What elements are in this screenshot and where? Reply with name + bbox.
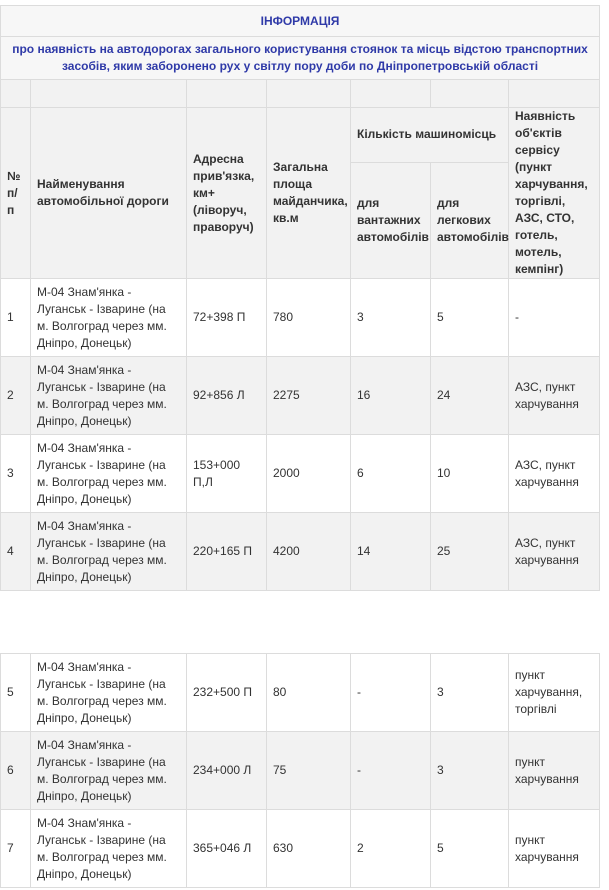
cell-area: 630	[267, 810, 351, 888]
header-road: Найменування автомобільної дороги	[31, 108, 187, 279]
cell-address: 153+000 П,Л	[187, 435, 267, 513]
cell-trucks: -	[351, 654, 431, 732]
cell-cars: 10	[431, 435, 509, 513]
cell-num: 1	[1, 279, 31, 357]
table-row	[1, 732, 600, 810]
cell-cars: 3	[431, 732, 509, 810]
cell-area: 75	[267, 732, 351, 810]
table-row	[1, 810, 600, 888]
cell-service: пункт харчування	[509, 810, 600, 888]
cell-cars: 5	[431, 810, 509, 888]
info-table-part-1	[0, 5, 600, 591]
cell-address: 92+856 Л	[187, 357, 267, 435]
table-title: ІНФОРМАЦІЯ	[1, 6, 600, 37]
cell-address: 72+398 П	[187, 279, 267, 357]
table-row	[1, 654, 600, 732]
cell-address: 365+046 Л	[187, 810, 267, 888]
cell-service: АЗС, пункт харчування	[509, 435, 600, 513]
cell-trucks: -	[351, 732, 431, 810]
header-trucks: для вантажних автомобілів	[351, 163, 431, 279]
spacer-row	[1, 80, 600, 108]
cell-service: АЗС, пункт харчування	[509, 513, 600, 591]
cell-trucks: 2	[351, 810, 431, 888]
table-row	[1, 279, 600, 357]
cell-trucks: 6	[351, 435, 431, 513]
cell-num: 6	[1, 732, 31, 810]
header-address: Адресна прив'язка, км+ (ліворуч, праворуч)	[187, 108, 267, 279]
table-row	[1, 357, 600, 435]
header-num: № п/п	[1, 108, 31, 279]
cell-road: М-04 Знам'янка - Луганськ - Ізварине (на м. Волгоград через мм. Дніпро, Донецьк)	[31, 732, 187, 810]
cell-cars: 24	[431, 357, 509, 435]
cell-area: 2275	[267, 357, 351, 435]
cell-address: 232+500 П	[187, 654, 267, 732]
cell-area: 80	[267, 654, 351, 732]
cell-num: 2	[1, 357, 31, 435]
cell-road: М-04 Знам'янка - Луганськ - Ізварине (на м. Волгоград через мм. Дніпро, Донецьк)	[31, 513, 187, 591]
page-gap	[0, 592, 609, 653]
cell-service: -	[509, 279, 600, 357]
cell-num: 7	[1, 810, 31, 888]
cell-trucks: 14	[351, 513, 431, 591]
cell-cars: 25	[431, 513, 509, 591]
cell-road: М-04 Знам'янка - Луганськ - Ізварине (на м. Волгоград через мм. Дніпро, Донецьк)	[31, 279, 187, 357]
header-row-1	[1, 108, 600, 163]
cell-cars: 3	[431, 654, 509, 732]
cell-num: 4	[1, 513, 31, 591]
table-row	[1, 435, 600, 513]
info-table-part-2	[0, 653, 600, 888]
cell-num: 5	[1, 654, 31, 732]
cell-service: пункт харчування	[509, 732, 600, 810]
cell-area: 2000	[267, 435, 351, 513]
table-subtitle: про наявність на автодорогах загального користування стоянок та місць відстою транспортних засобів, яким заборонено рух у світлу пору доби по Дніпропетровській області	[1, 37, 600, 80]
header-service: Наявність об'єктів сервісу (пункт харчування, торгівлі, АЗС, СТО, готель, мотель, кемпінг)	[509, 108, 600, 279]
cell-trucks: 16	[351, 357, 431, 435]
cell-service: пункт харчування, торгівлі	[509, 654, 600, 732]
cell-area: 780	[267, 279, 351, 357]
cell-road: М-04 Знам'янка - Луганськ - Ізварине (на м. Волгоград через мм. Дніпро, Донецьк)	[31, 357, 187, 435]
cell-cars: 5	[431, 279, 509, 357]
cell-road: М-04 Знам'янка - Луганськ - Ізварине (на м. Волгоград через мм. Дніпро, Донецьк)	[31, 810, 187, 888]
cell-trucks: 3	[351, 279, 431, 357]
cell-road: М-04 Знам'янка - Луганськ - Ізварине (на м. Волгоград через мм. Дніпро, Донецьк)	[31, 435, 187, 513]
cell-address: 220+165 П	[187, 513, 267, 591]
cell-area: 4200	[267, 513, 351, 591]
cell-service: АЗС, пункт харчування	[509, 357, 600, 435]
cell-num: 3	[1, 435, 31, 513]
header-cars: для легкових автомобілів	[431, 163, 509, 279]
header-spaces: Кількість машиномісць	[351, 108, 509, 163]
header-area: Загальна площа майданчика, кв.м	[267, 108, 351, 279]
cell-road: М-04 Знам'янка - Луганськ - Ізварине (на м. Волгоград через мм. Дніпро, Донецьк)	[31, 654, 187, 732]
table-row	[1, 513, 600, 591]
cell-address: 234+000 Л	[187, 732, 267, 810]
